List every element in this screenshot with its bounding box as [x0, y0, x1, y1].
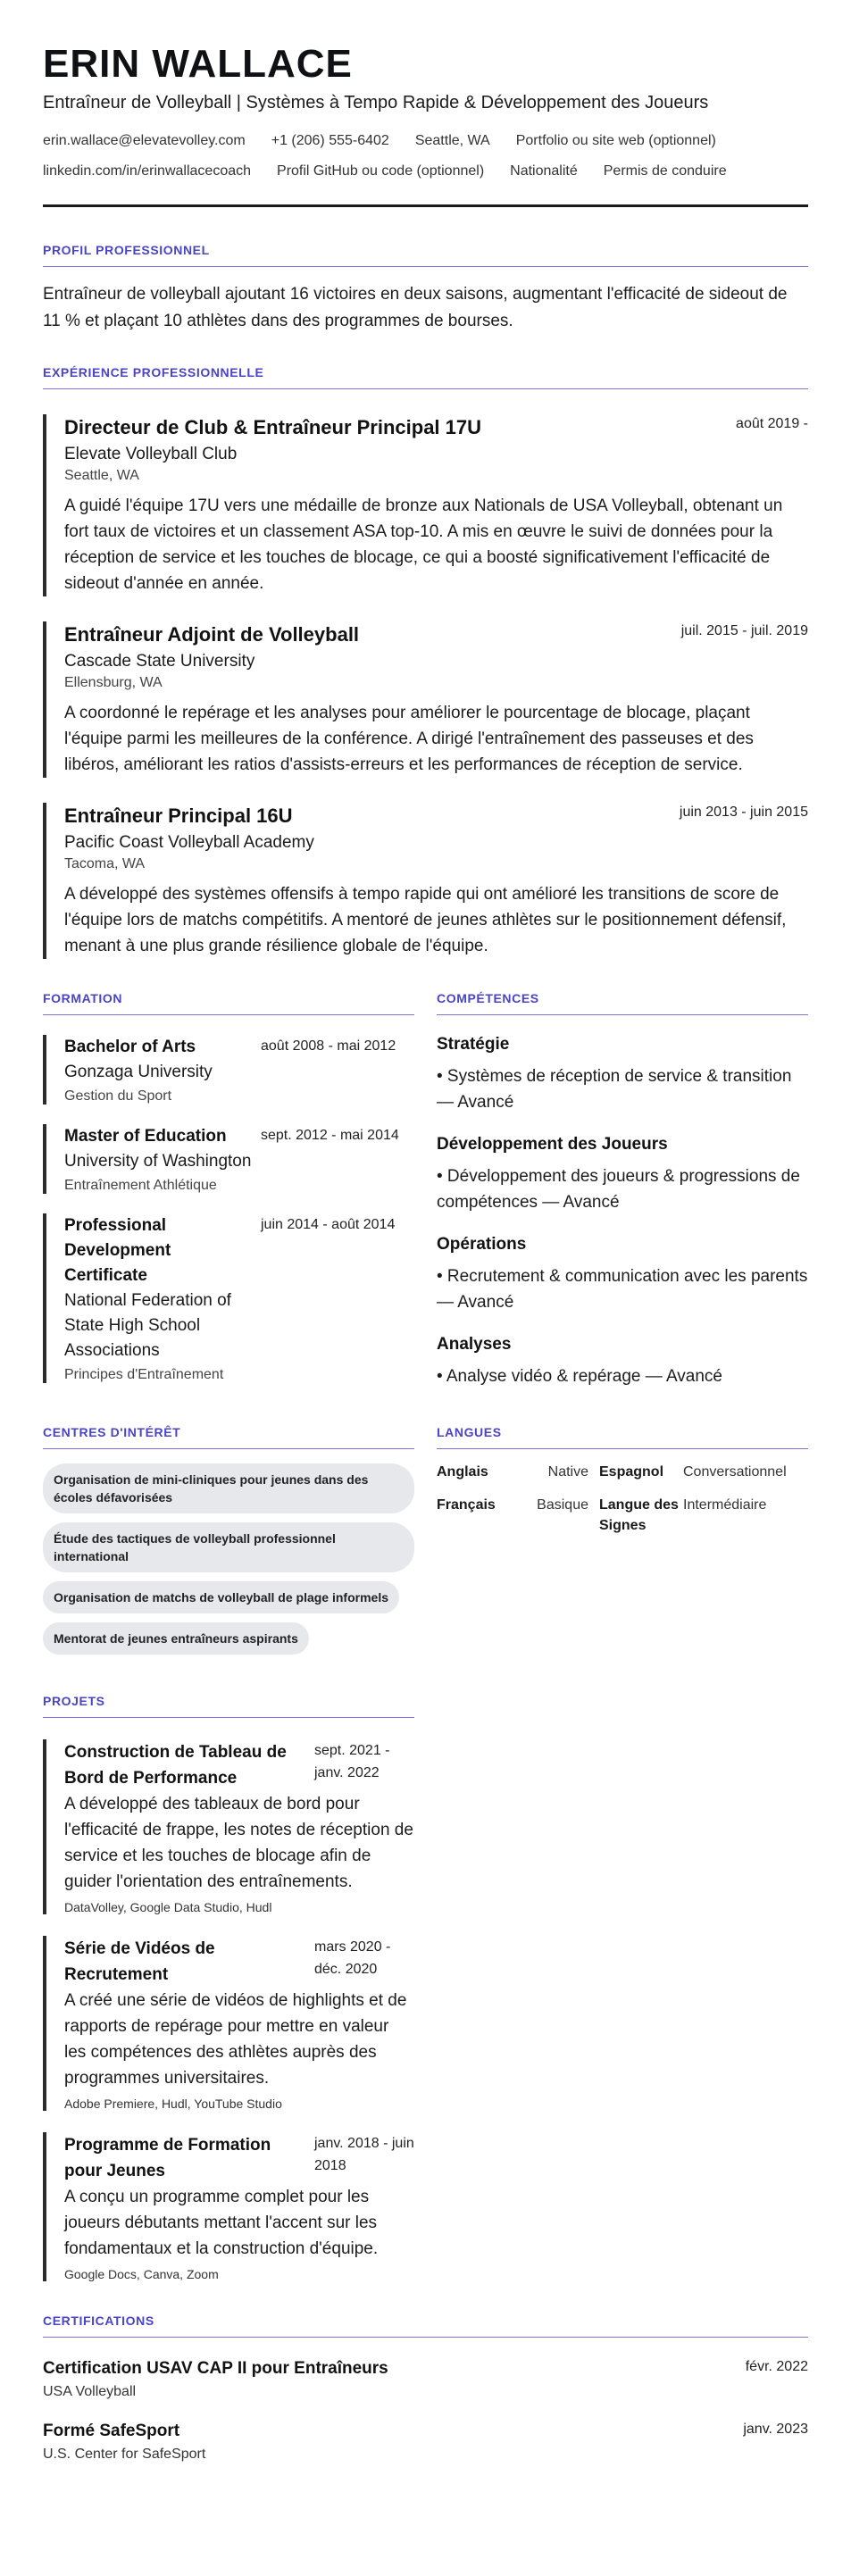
language-row — [437, 1462, 808, 1482]
employer: Pacific Coast Volleyball Academy — [64, 833, 314, 852]
contact-phone[interactable]: +1 (206) 555-6402 — [271, 133, 389, 148]
school: Gonzaga University — [64, 1063, 213, 1081]
project-description: A créé une série de vidéos de highlights et de rapports de repérage pour mettre en valeur les compétences des athlètes auprès des programmes universitaires. — [64, 1991, 407, 2088]
languages-section — [437, 1425, 808, 1663]
employer: Elevate Volleyball Club — [64, 445, 238, 463]
interest-chip: Organisation de matchs de volleyball de plage informels — [43, 1581, 399, 1613]
profile-summary: Entraîneur de volleyball ajoutant 16 victoires en deux saisons, augmentant l'efficacité de sideout de 11 % et plaçant 10 athlètes dans des programmes de bourses. — [43, 285, 788, 330]
interests-languages-row — [43, 1425, 808, 1663]
language-name: Langue des Signes — [599, 1497, 679, 1533]
contact-nationality: Nationalité — [510, 163, 578, 179]
project-name: Construction de Tableau de Bord de Performance — [64, 1743, 287, 1788]
education-skills-row — [43, 991, 808, 1389]
contact-license: Permis de conduire — [603, 163, 727, 179]
certification-item — [43, 2359, 808, 2400]
resume-header — [43, 42, 808, 207]
experience-item — [43, 414, 808, 596]
project-description: A développé des tableaux de bord pour l'efficacité de frappe, les notes de réception de service et les touches de blocage afin de guider l'orientation des entraînements. — [64, 1795, 413, 1891]
certification-item — [43, 2422, 808, 2463]
project-item — [43, 1739, 414, 1914]
contact-row-2 — [43, 163, 808, 179]
interests-section — [43, 1425, 414, 1663]
education-item — [43, 1035, 414, 1105]
employer: Cascade State University — [64, 652, 255, 671]
interest-chip: Mentorat de jeunes entraîneurs aspirants — [43, 1622, 309, 1655]
project-description: A conçu un programme complet pour les joueurs débutants mettant l'accent sur les fondamentaux et la construction d'équipe. — [64, 2188, 379, 2258]
language-row — [437, 1495, 808, 1536]
skill-category: Développement des Joueurs — [437, 1135, 668, 1154]
certification-date: janv. 2023 — [743, 2422, 808, 2437]
field-of-study: Gestion du Sport — [64, 1088, 172, 1104]
education-dates: juin 2014 - août 2014 — [261, 1217, 396, 1232]
skill-group — [437, 1335, 808, 1389]
job-description: A guidé l'équipe 17U vers une médaille de bronze aux Nationals de USA Volleyball, obtenant un fort taux de victoires et un classement ASA top-10. A mis en œuvre le suivi de données pour la réception de service et les touches de blocage, ce qui a boosté significativement l'efficacité de sideout d'année en année. — [64, 496, 783, 593]
job-dates: juil. 2015 - juil. 2019 — [680, 623, 808, 638]
language-level: Native — [547, 1464, 588, 1480]
education-dates: sept. 2012 - mai 2014 — [261, 1128, 399, 1143]
section-title: FORMATION — [43, 991, 414, 1015]
degree: Professional Development Certificate — [64, 1216, 171, 1285]
section-title: LANGUES — [437, 1425, 808, 1449]
language-name: Espagnol — [599, 1464, 664, 1480]
certification-issuer: U.S. Center for SafeSport — [43, 2447, 206, 2462]
certification-name: Formé SafeSport — [43, 2422, 180, 2440]
contact-email[interactable]: erin.wallace@elevatevolley.com — [43, 133, 246, 148]
field-of-study: Principes d'Entraînement — [64, 1367, 224, 1382]
education-dates: août 2008 - mai 2012 — [261, 1038, 396, 1054]
candidate-name: ERIN WALLACE — [43, 42, 353, 86]
school: University of Washington — [64, 1152, 252, 1171]
job-title: Entraîneur Principal 16U — [64, 804, 293, 827]
contact-github[interactable]: Profil GitHub ou code (optionnel) — [277, 163, 485, 179]
headline: Entraîneur de Volleyball | Systèmes à Tempo Rapide & Développement des Joueurs — [43, 93, 709, 113]
job-dates: juin 2013 - juin 2015 — [679, 804, 808, 820]
education-item — [43, 1213, 414, 1383]
certification-date: févr. 2022 — [745, 2359, 808, 2374]
language-name: Anglais — [437, 1464, 488, 1480]
contact-row-1 — [43, 133, 808, 149]
contact-location: Seattle, WA — [414, 133, 490, 148]
project-name: Série de Vidéos de Recrutement — [64, 1939, 215, 1984]
experience-item — [43, 621, 808, 778]
section-title: COMPÉTENCES — [437, 991, 808, 1015]
skill-category: Analyses — [437, 1335, 512, 1354]
job-description: A développé des systèmes offensifs à tempo rapide qui ont amélioré les transitions de score de l'équipe lors de matchs compétitifs. A mentoré de jeunes athlètes sur le positionnement défensif, menant à une plus grande résilience globale de l'équipe. — [64, 885, 787, 955]
experience-section — [43, 365, 808, 959]
skills-section — [437, 991, 808, 1389]
section-title: PROJETS — [43, 1694, 414, 1718]
project-dates: janv. 2018 - juin 2018 — [314, 2136, 414, 2173]
skill-category: Stratégie — [437, 1035, 510, 1054]
contact-linkedin[interactable]: linkedin.com/in/erinwallacecoach — [43, 163, 252, 179]
job-location: Ellensburg, WA — [64, 675, 163, 690]
section-title: EXPÉRIENCE PROFESSIONNELLE — [43, 365, 808, 389]
skill-item: • Recrutement & communication avec les parents — Avancé — [437, 1267, 808, 1312]
job-location: Tacoma, WA — [64, 856, 146, 871]
interest-chip: Étude des tactiques de volleyball professionnel international — [43, 1522, 414, 1572]
section-title: CERTIFICATIONS — [43, 2313, 808, 2338]
project-item — [43, 2132, 414, 2281]
profile-section — [43, 243, 808, 335]
skill-item: • Analyse vidéo & repérage — Avancé — [437, 1367, 723, 1386]
project-tools: DataVolley, Google Data Studio, Hudl — [64, 1900, 272, 1914]
degree: Bachelor of Arts — [64, 1038, 196, 1056]
language-level: Conversationnel — [683, 1464, 787, 1480]
education-item — [43, 1124, 414, 1194]
project-dates: mars 2020 - déc. 2020 — [314, 1939, 391, 1977]
language-level: Intermédiaire — [683, 1497, 767, 1513]
language-level: Basique — [537, 1497, 588, 1513]
job-dates: août 2019 - — [736, 416, 808, 431]
project-item — [43, 1936, 414, 2111]
project-tools: Adobe Premiere, Hudl, YouTube Studio — [64, 2097, 282, 2111]
header-divider — [43, 204, 808, 207]
skill-category: Opérations — [437, 1235, 527, 1254]
skill-group — [437, 1035, 808, 1115]
section-title: CENTRES D'INTÉRÊT — [43, 1425, 414, 1449]
job-title: Directeur de Club & Entraîneur Principal 17U — [64, 416, 482, 438]
project-tools: Google Docs, Canva, Zoom — [64, 2267, 219, 2281]
job-description: A coordonné le repérage et les analyses pour améliorer le pourcentage de blocage, plaçant l'équipe parmi les meilleures de la conférence. A dirigé l'entraînement des passeuses et des libéros, améliorant les ratios d'assists-erreurs et les performances de réception de service. — [64, 704, 754, 774]
project-dates: sept. 2021 - janv. 2022 — [314, 1743, 390, 1780]
projects-section — [43, 1694, 414, 2281]
language-name: Français — [437, 1497, 496, 1513]
certification-name: Certification USAV CAP II pour Entraîneurs — [43, 2359, 388, 2378]
field-of-study: Entraînement Athlétique — [64, 1178, 217, 1193]
job-location: Seattle, WA — [64, 468, 139, 483]
interest-chip: Organisation de mini-cliniques pour jeunes dans des écoles défavorisées — [43, 1463, 414, 1513]
school: National Federation of State High School Associations — [64, 1291, 231, 1360]
skill-group — [437, 1135, 808, 1215]
skill-item: • Développement des joueurs & progressions de compétences — Avancé — [437, 1167, 800, 1212]
project-name: Programme de Formation pour Jeunes — [64, 2136, 271, 2180]
education-section — [43, 991, 414, 1389]
degree: Master of Education — [64, 1127, 227, 1146]
contact-portfolio[interactable]: Portfolio ou site web (optionnel) — [515, 133, 716, 148]
skill-group — [437, 1235, 808, 1315]
certifications-section — [43, 2313, 808, 2463]
interest-chips — [43, 1463, 414, 1663]
certification-issuer: USA Volleyball — [43, 2384, 137, 2399]
job-title: Entraîneur Adjoint de Volleyball — [64, 623, 360, 646]
skill-item: • Systèmes de réception de service & transition — Avancé — [437, 1067, 792, 1112]
experience-item — [43, 803, 808, 959]
section-title: PROFIL PROFESSIONNEL — [43, 243, 808, 267]
